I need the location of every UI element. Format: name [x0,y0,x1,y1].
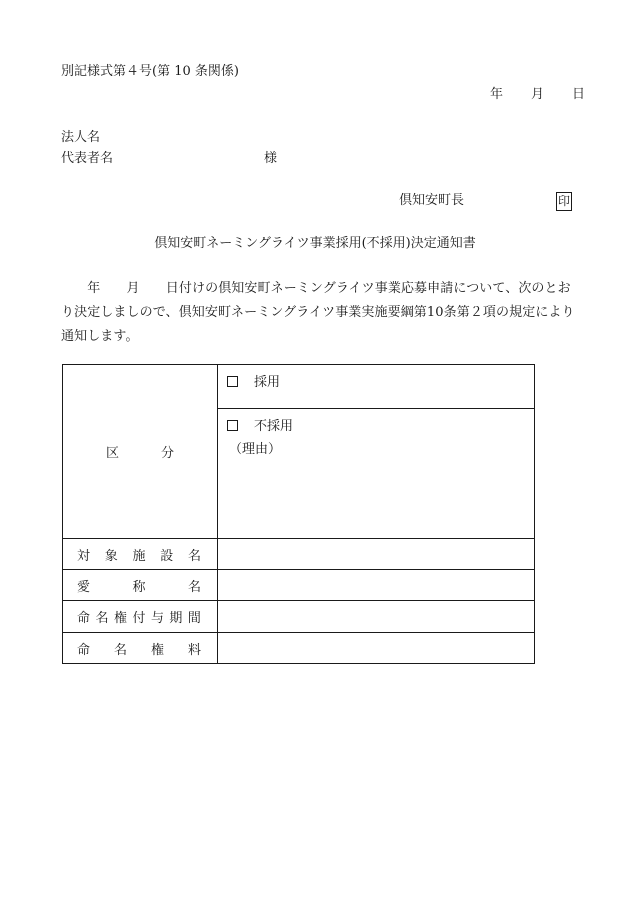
representative-label: 代表者名 [61,151,114,166]
label-char: 間 [187,611,201,626]
label-char: 料 [187,642,201,658]
decision-table [62,364,535,664]
issuer-title: 倶知安町長 [399,193,465,208]
body-line: 年 月 日付けの倶知安町ネーミングライツ事業応募申請について、次のとお [61,281,571,296]
nickname-value[interactable] [218,570,535,601]
adopted-option-cell [218,365,535,409]
label-char: 期 [169,611,183,626]
adopted-label: 採用 [254,375,281,390]
document-title: 倶知安町ネーミングライツ事業採用(不採用)決定通知書 [154,236,476,251]
nickname-label [63,570,218,601]
category-char: 分 [160,446,174,461]
body-line: 通知します。 [61,329,139,344]
facility-name-label [63,539,218,570]
label-char: 対 [77,548,91,564]
category-char: 区 [106,446,120,461]
date-day: 日 [572,87,586,102]
category-label-cell [63,365,218,539]
honorific: 様 [264,151,278,166]
label-char: 象 [104,548,118,564]
label-char: 愛 [77,579,91,595]
naming-rights-period-label [63,601,218,633]
date-month: 月 [531,87,545,102]
rejected-option-cell [218,409,535,539]
label-char: 称 [132,579,146,595]
label-char: 名 [187,548,201,564]
date-year: 年 [490,87,504,102]
naming-rights-period-value[interactable] [218,601,535,633]
facility-name-value[interactable] [218,539,535,570]
body-line: り決定しましので、倶知安町ネーミングライツ事業実施要綱第10条第２項の規定により [61,305,575,320]
label-char: 施 [132,548,146,564]
label-char: 名 [95,611,109,626]
label-char: 権 [113,611,127,626]
rejected-checkbox[interactable] [227,420,238,431]
notice-body [61,277,581,349]
label-char: 命 [77,642,91,658]
date-line [490,87,585,103]
corporation-name-label: 法人名 [61,130,101,145]
seal-mark: 印 [556,192,572,211]
label-char: 名 [187,579,201,595]
label-char: 命 [77,611,91,626]
naming-rights-fee-value[interactable] [218,633,535,664]
label-char: 付 [132,611,146,626]
adopted-checkbox[interactable] [227,376,238,387]
label-char: 設 [160,548,174,564]
label-char: 名 [113,642,127,658]
label-char: 与 [150,611,164,626]
naming-rights-fee-label [63,633,218,664]
representative-line [61,151,278,167]
rejected-label: 不採用 [254,419,294,434]
label-char: 権 [150,642,164,658]
form-number: 別記様式第４号(第 10 条関係) [61,64,239,79]
reason-label: （理由） [229,442,282,457]
